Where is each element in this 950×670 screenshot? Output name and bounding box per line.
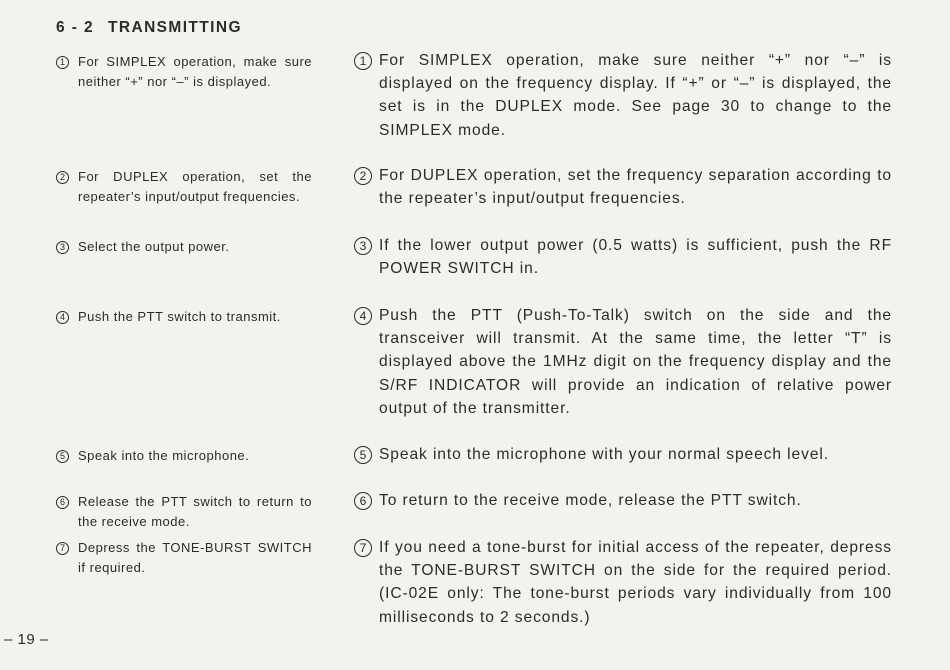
summary-step-text: For DUPLEX operation, set the repeater’s input/output frequencies. <box>78 169 312 204</box>
summary-step-3 <box>56 237 312 257</box>
step-marker-2: 2 <box>56 171 69 184</box>
detail-step-text: For DUPLEX operation, set the frequency separation according to the repeater’s input/output frequencies. <box>379 167 892 208</box>
step-marker-6: 6 <box>354 492 372 510</box>
step-marker-4: 4 <box>354 307 372 325</box>
step-marker-1: 1 <box>354 52 372 70</box>
step-marker-4: 4 <box>56 311 69 324</box>
detail-step-text: If you need a tone-burst for initial access of the repeater, depress the TONE-BURST SWITCH on the side for the required period. (IC-02E only: The tone-burst periods vary individually from 100 milliseconds to 2 seconds.) <box>379 539 892 626</box>
detail-step-text: For SIMPLEX operation, make sure neither “+” nor “–” is displayed on the frequency display. If “+” or “–” is displayed, the set is in the DUPLEX mode. See page 30 to change to the SIMPLEX mode. <box>379 52 892 139</box>
detail-step-text: If the lower output power (0.5 watts) is sufficient, push the RF POWER SWITCH in. <box>379 237 892 278</box>
detail-step-7 <box>354 536 892 629</box>
step-marker-7: 7 <box>354 539 372 557</box>
summary-step-text: Push the PTT switch to transmit. <box>78 309 281 324</box>
step-marker-1: 1 <box>56 56 69 69</box>
step-marker-2: 2 <box>354 167 372 185</box>
step-marker-7: 7 <box>56 542 69 555</box>
step-marker-5: 5 <box>56 450 69 463</box>
section-number: 6 - 2 <box>56 19 95 36</box>
summary-step-1 <box>56 52 312 91</box>
step-marker-5: 5 <box>354 446 372 464</box>
section-title: TRANSMITTING <box>108 19 242 36</box>
step-marker-3: 3 <box>354 237 372 255</box>
section-heading <box>56 19 242 37</box>
detail-step-6 <box>354 489 892 512</box>
summary-step-4 <box>56 307 312 327</box>
step-marker-6: 6 <box>56 496 69 509</box>
summary-step-2 <box>56 167 312 206</box>
detail-step-5 <box>354 443 892 466</box>
detail-step-text: Speak into the microphone with your normal speech level. <box>379 446 829 463</box>
detail-step-text: To return to the receive mode, release the PTT switch. <box>379 492 802 509</box>
summary-step-text: For SIMPLEX operation, make sure neither “+” nor “–” is displayed. <box>78 54 312 89</box>
summary-step-7 <box>56 538 312 577</box>
page-number: – 19 – <box>4 631 49 648</box>
summary-step-text: Select the output power. <box>78 239 230 254</box>
summary-step-5 <box>56 446 312 466</box>
detail-step-text: Push the PTT (Push-To-Talk) switch on the side and the transceiver will transmit. At the same time, the letter “T” is displayed above the 1MHz digit on the frequency display and the S/RF INDICATOR will provide an indication of relative power output of the transmitter. <box>379 307 892 417</box>
summary-step-text: Depress the TONE-BURST SWITCH if required. <box>78 540 312 575</box>
detail-step-2 <box>354 164 892 210</box>
summary-step-6 <box>56 492 312 531</box>
detail-step-3 <box>354 234 892 280</box>
step-marker-3: 3 <box>56 241 69 254</box>
detail-step-4 <box>354 304 892 420</box>
detail-step-1 <box>354 49 892 142</box>
summary-step-text: Release the PTT switch to return to the receive mode. <box>78 494 312 529</box>
summary-step-text: Speak into the microphone. <box>78 448 250 463</box>
